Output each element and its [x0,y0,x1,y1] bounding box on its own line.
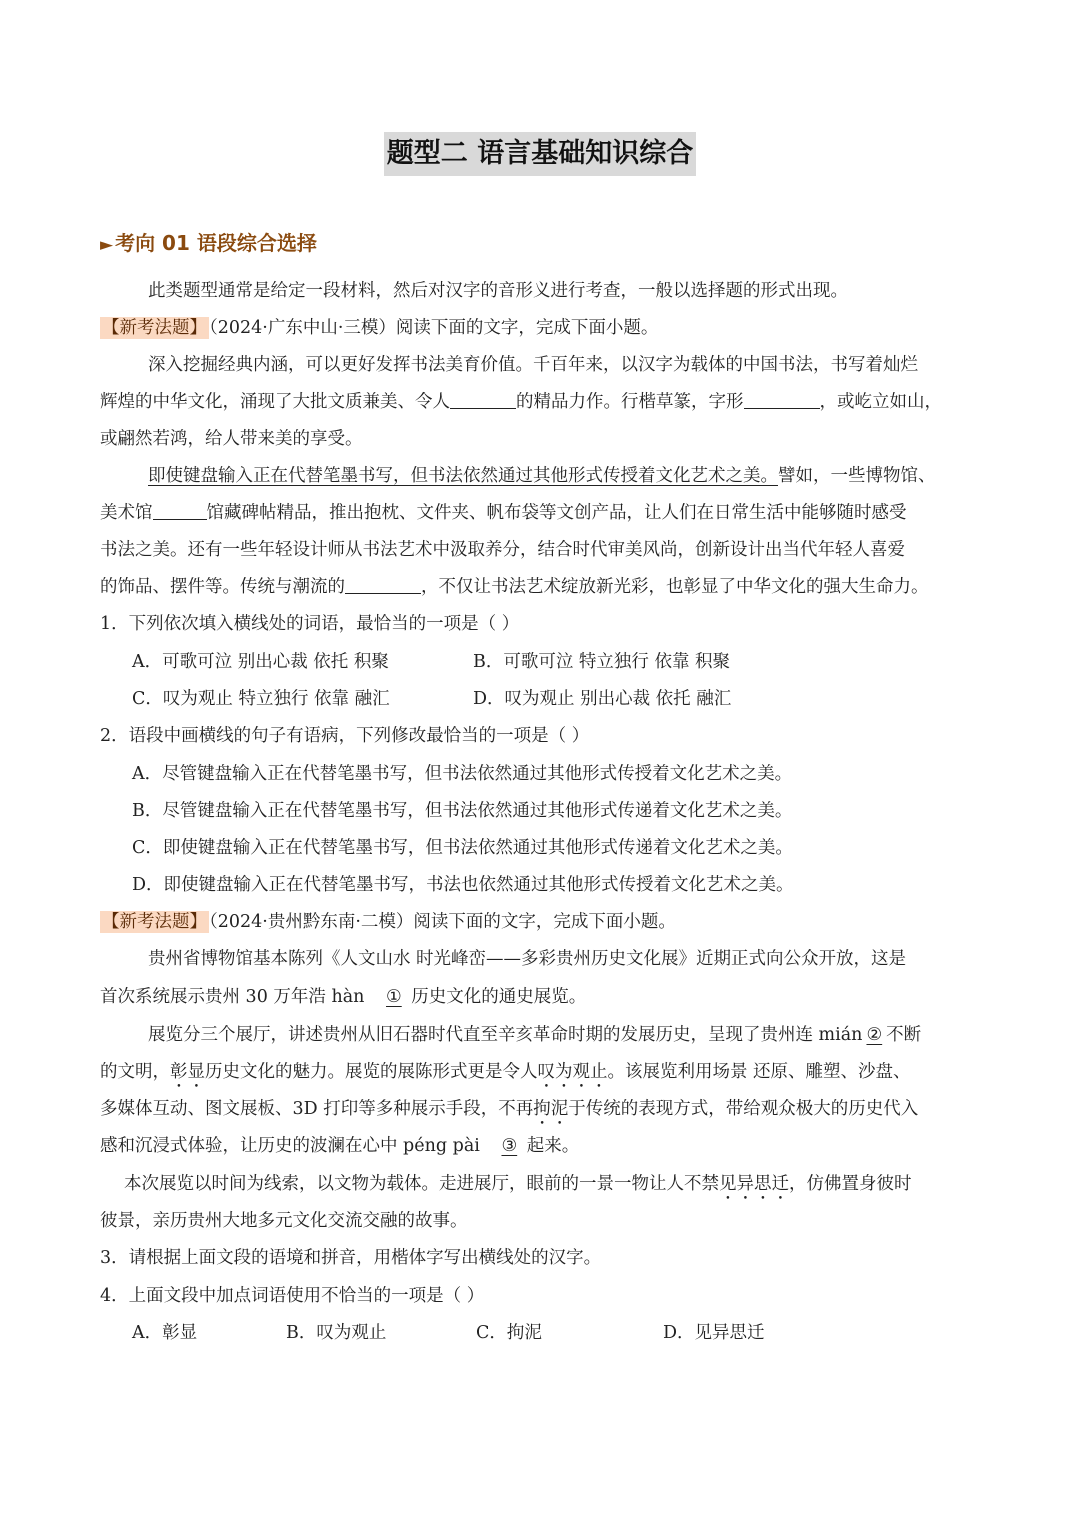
passage-text: 展览分三个展厅，讲述贵州从旧石器时代直至辛亥革命时期的发展历史，呈现了贵州连 mián [148,1025,863,1045]
passage-text: 多媒体互动、图文展板、3D 打印等多种展示手段，不再 [100,1099,534,1119]
question-4: 4．上面文段中加点词语使用不恰当的一项是（ ） [100,1286,485,1306]
option-c: C．叹为观止 特立独行 依靠 融汇 [132,689,390,709]
passage-line [100,1131,990,1161]
new-method-tag: 【新考法题】 [102,912,207,932]
passage-text: 。该展览利用场景 还原、雕塑、沙盘、 [607,1062,911,1082]
passage-text: 的文明， [100,1062,170,1082]
passage-text: 馆藏碑帖精品，推出抱枕、文件夹、帆布袋等文创产品，让人们在日常生活中能够随时感受 [206,503,907,523]
option-c: C．拘泥 [476,1323,542,1343]
page-title: 题型二 语言基础知识综合 [384,132,696,176]
option-c: C．即使键盘输入正在代替笔墨书写，但书法依然通过其他形式传递着文化艺术之美。 [132,838,793,858]
passage-line: 或翩然若鸿，给人带来美的享受。 [100,429,363,449]
passage-text: 辉煌的中华文化，涌现了大批文质兼美、令人 [100,392,450,412]
section-label: 考向 01 语段综合选择 [115,231,317,255]
passage-line: 彼景，亲历贵州大地多元文化交流交融的故事。 [100,1211,468,1231]
passage-text: ，或屹立如山， [819,392,942,412]
passage-line [100,1057,990,1087]
passage-text: 不断 [886,1025,922,1045]
triangle-marker-icon: ► [100,235,114,255]
passage-line [100,1169,1014,1199]
blank-marker-3: ③ [501,1136,518,1156]
passage-line [100,461,1038,491]
option-d: D．叹为观止 别出心裁 依托 融汇 [473,689,732,709]
question-3: 3．请根据上面文段的语境和拼音，用楷体字写出横线处的汉字。 [100,1248,602,1268]
new-method-tag: 【新考法题】 [102,318,207,338]
passage-text: 的精品力作。行楷草篆，字形 [516,392,744,412]
option-b: B．尽管键盘输入正在代替笔墨书写，但书法依然通过其他形式传递着文化艺术之美。 [132,801,793,821]
underlined-sentence: 即使键盘输入正在代替笔墨书写，但书法依然通过其他形式传授着文化艺术之美。 [148,466,778,486]
option-a: A．可歌可泣 别出心裁 依托 积聚 [132,652,389,672]
option-d: D．即使键盘输入正在代替笔墨书写，书法也依然通过其他形式传授着文化艺术之美。 [132,875,794,895]
intro-text: 此类题型通常是给定一段材料，然后对汉字的音形义进行考查，一般以选择题的形式出现。 [148,281,848,301]
passage-text: ，仿佛置身彼时 [789,1174,912,1194]
option-a: A．彰显 [132,1323,198,1343]
dotted-word: 彰显 [170,1062,205,1082]
passage-text: 本次展览以时间为线索，以文物为载体。走进展厅，眼前的一景一物让人不禁 [124,1174,719,1194]
section-heading [100,228,317,258]
question-1: 1．下列依次填入横线处的词语，最恰当的一项是（ ） [100,614,520,634]
passage-line: 书法之美。还有一些年轻设计师从书法艺术中汲取养分，结合时代审美风尚，创新设计出当代年轻人喜爱 [100,540,905,560]
fill-blank [744,388,820,409]
passage-line [100,1094,990,1124]
passage-line [100,1020,1038,1050]
passage-line [100,387,990,417]
passage-text: 起来。 [526,1136,580,1156]
passage-text: ，不仅让书法艺术绽放新光彩，也彰显了中华文化的强大生命力。 [421,577,929,597]
passage-text: 譬如，一些博物馆、 [778,466,936,486]
option-b: B．叹为观止 [286,1323,387,1343]
dotted-word: 拘泥 [533,1099,569,1119]
passage-line [100,572,990,602]
passage-line: 深入挖掘经典内涵，可以更好发挥书法美育价值。千百年来，以汉字为载体的中国书法，书写着灿烂 [148,355,918,375]
passage-text: 感和沉浸式体验，让历史的波澜在心中 péng pài [100,1136,480,1156]
question-header-2 [100,907,990,937]
fill-blank [345,573,421,594]
question-header-1 [100,313,990,343]
question-2: 2．语段中画横线的句子有语病，下列修改最恰当的一项是（ ） [100,726,590,746]
question-source: （2024·广东中山·三模）阅读下面的文字，完成下面小题。 [209,318,659,338]
fill-blank [450,388,516,409]
question-source: （2024·贵州黔东南·二模）阅读下面的文字，完成下面小题。 [209,912,676,932]
passage-text: 美术馆 [100,503,153,523]
passage-text: 于传统的表现方式，带给观众极大的历史代入 [568,1099,919,1119]
option-b: B．可歌可泣 特立独行 依靠 积聚 [473,652,731,672]
option-a: A．尽管键盘输入正在代替笔墨书写，但书法依然通过其他形式传授着文化艺术之美。 [132,764,793,784]
passage-line [100,498,990,528]
fill-blank [153,499,207,520]
dotted-word: 见异思迁 [719,1174,789,1194]
passage-text: 首次系统展示贵州 30 万年浩 hàn [100,987,365,1007]
passage-text: 历史文化的通史展览。 [411,987,587,1007]
passage-line: 贵州省博物馆基本陈列《人文山水 时光峰峦——多彩贵州历史文化展》近期正式向公众开放，这是 [148,949,907,969]
passage-text: 历史文化的魅力。展览的展陈形式更是令人 [205,1062,538,1082]
blank-marker-2: ② [866,1025,883,1045]
dotted-word: 叹为观止 [537,1062,608,1082]
blank-marker-1: ① [386,987,402,1007]
passage-line [100,982,990,1012]
option-d: D．见异思迁 [663,1323,765,1343]
passage-text: 的饰品、摆件等。传统与潮流的 [100,577,345,597]
